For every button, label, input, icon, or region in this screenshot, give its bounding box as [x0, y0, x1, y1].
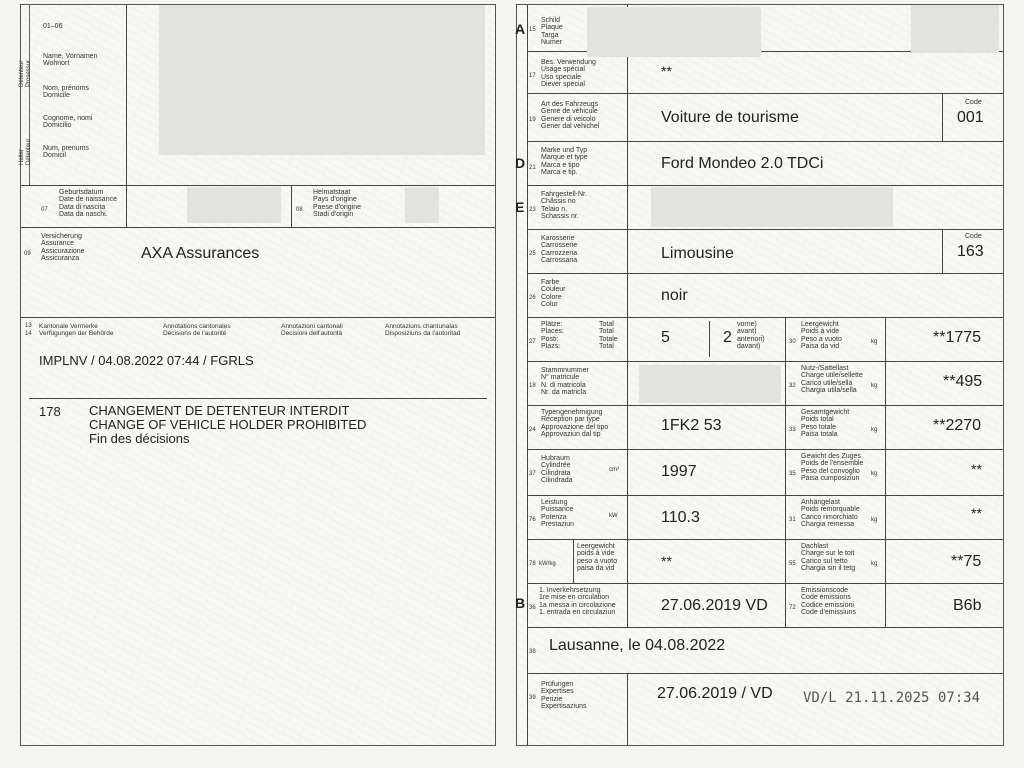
- r33-num: 33: [789, 427, 796, 433]
- r33-value: **2270: [933, 417, 982, 434]
- r33-unit: kg: [871, 427, 878, 433]
- vertical-detenteur-label: Détenteur Prosessur: [19, 59, 33, 87]
- r26-num: 26: [529, 295, 536, 301]
- r78-label: Leergewicht poids à vide peso a vuoto paisa da vid: [577, 543, 618, 573]
- r24-value: 1FK2 53: [661, 417, 722, 434]
- r30-unit: kg: [871, 339, 878, 345]
- r32-unit: kg: [871, 383, 878, 389]
- side-letter-d: D: [515, 155, 526, 171]
- r36-num: 36: [529, 605, 536, 611]
- r72-value: B6b: [953, 597, 982, 614]
- divider: [785, 317, 786, 627]
- divider: [942, 93, 943, 141]
- r78-num: 78: [529, 561, 536, 567]
- r32-num: 32: [789, 383, 796, 389]
- divider: [527, 5, 528, 745]
- r32-label: Nutz-/Sattellast Charge utile/sellette Carico utile/sella Chargia utila/sella: [801, 365, 863, 395]
- r36-label: 1. Inverkehrsetzung 1re mise en circulation 1a messa in circolazione 1. entrada en circulaziun: [539, 587, 616, 617]
- r24-num: 24: [529, 427, 536, 433]
- r21-num: 21: [529, 165, 536, 171]
- r37-label: Hubraum Cylindrée Cilindrata Cilindrada: [541, 455, 573, 485]
- insurance-label: Versicherung Assurance Assicurazione Assicuranza: [41, 233, 85, 263]
- r26-value: noir: [661, 287, 688, 304]
- impl-line: IMPLNV / 04.08.2022 07:44 / FGRLS: [39, 353, 254, 368]
- r25-code-label: Code: [965, 233, 982, 240]
- r19-label: Art des Fahrzeugs Genre de véhicule Genere di veicolo Gener dal vehichel: [541, 101, 600, 131]
- r21-label: Marke und Typ Marque et type Marca e tipo Marca e tip.: [541, 147, 588, 177]
- divider: [527, 93, 1003, 94]
- insurance-num: 09: [24, 251, 31, 257]
- r31-label: Anhängelast Poids remorquable Carico rimorchiato Chargia remessa: [801, 499, 860, 529]
- r30-value: **1775: [933, 329, 982, 346]
- decision-line-3: Fin des décisions: [89, 431, 190, 446]
- r15-num: 15: [529, 27, 536, 33]
- divider: [527, 273, 1003, 274]
- annotation-col-rm: Annotaziuns chantunalas Disposiziuns da l'autoritad: [385, 323, 461, 338]
- divider: [527, 673, 1003, 674]
- r30-label: Leergewicht Poids à vide Peso a vuoto Paisa da vid: [801, 321, 842, 351]
- r32-value: **495: [943, 373, 983, 390]
- divider: [21, 185, 495, 186]
- r35-num: 35: [789, 471, 796, 477]
- r38-value: Lausanne, le 04.08.2022: [549, 637, 726, 654]
- r18-num: 18: [529, 383, 536, 389]
- holder-num-label: Num, prenums Domicil: [43, 145, 89, 160]
- r37-num: 37: [529, 471, 536, 477]
- redacted-matricule: [639, 365, 781, 403]
- r72-num: 72: [789, 605, 796, 611]
- annotation-num-13: 13: [25, 323, 32, 329]
- divider: [527, 141, 1003, 142]
- r31-unit: kg: [871, 517, 878, 523]
- side-letter-b: B: [515, 595, 526, 611]
- r21-value: Ford Mondeo 2.0 TDCi: [661, 155, 824, 172]
- divider: [126, 5, 127, 227]
- r55-label: Dachlast Charge sur le toit Carico sul tetto Chargia sin il tetg: [801, 543, 856, 573]
- r19-value: Voiture de tourisme: [661, 109, 799, 126]
- r78-label-main: kW/kg: [539, 561, 556, 567]
- side-letter-e: E: [515, 199, 525, 215]
- r76-unit: kW: [609, 513, 618, 519]
- divider: [527, 317, 1003, 318]
- divider: [21, 227, 495, 228]
- r25-num: 25: [529, 251, 536, 257]
- r19-num: 19: [529, 117, 536, 123]
- divider: [527, 185, 1003, 186]
- divider: [885, 317, 886, 627]
- r19-code: 001: [957, 109, 984, 126]
- r25-label: Karosserie Carrosserie Carrozzeria Carrossaria: [541, 235, 578, 265]
- r24-label: Typengenehmigung Réception par type Approvazione del tipo Approvaziun dal tip: [541, 409, 609, 439]
- r27-num: 27: [529, 339, 536, 345]
- r18-label: Stammnummer N° matricule N. di matricola Nr. da matricla: [541, 367, 589, 397]
- r25-code: 163: [957, 243, 984, 260]
- r15-label: Schild Plaque Targa Numer: [541, 17, 563, 47]
- r38-num: 38: [529, 649, 536, 655]
- redacted-birthdate: [187, 187, 281, 223]
- divider: [291, 185, 292, 227]
- r72-label: Emissionscode Code émissions Codice emissioni Code d'emissiuns: [801, 587, 857, 617]
- r39-value: 27.06.2019 / VD: [657, 685, 773, 702]
- insurance-value: AXA Assurances: [141, 245, 260, 262]
- r27-front-value: 2: [723, 329, 732, 346]
- divider: [21, 317, 495, 318]
- origin-label: Heimatstaat Pays d'origine Paese d'origine Stadi d'origin: [313, 189, 362, 219]
- divider: [573, 539, 574, 583]
- r27-front-label: vorne) avant) anteriori) davant): [737, 321, 765, 351]
- holder-name-label: Name, Vornamen Wohnort: [43, 53, 98, 68]
- row-01-label: 01–06: [43, 23, 63, 30]
- holder-cognome-label: Cognome, nomi Domicilio: [43, 115, 93, 130]
- r19-code-label: Code: [965, 99, 982, 106]
- annotation-col-it: Annotazioni cantonali Decisioni dell'autorità: [281, 323, 343, 338]
- r76-label: Leistung Puissance Potenza Prestaziun: [541, 499, 575, 529]
- r76-num: 76: [529, 517, 536, 523]
- right-page: [516, 4, 1004, 746]
- decision-line-1: CHANGEMENT DE DETENTEUR INTERDIT: [89, 403, 350, 418]
- birthdate-label: Geburtsdatum Date de naissance Data di nascita Data da naschi.: [59, 189, 117, 219]
- left-page: [20, 4, 496, 746]
- r37-unit: cm³: [609, 467, 619, 473]
- redacted-plate: [587, 7, 761, 57]
- inspection-stamp: VD/L 21.11.2025 07:34: [803, 690, 981, 706]
- decision-code: 178: [39, 404, 61, 419]
- r36-value: 27.06.2019 VD: [661, 597, 768, 614]
- r37-value: 1997: [661, 463, 697, 480]
- annotation-col-de: Kantonale Vermerke Verfügungen der Behörde: [39, 323, 114, 338]
- r39-label: Prüfungen Expertises Perizie Expertisaziuns: [541, 681, 587, 711]
- r35-unit: kg: [871, 471, 878, 477]
- r27-value: 5: [661, 329, 670, 346]
- r25-value: Limousine: [661, 245, 734, 262]
- divider: [709, 321, 710, 357]
- divider: [527, 449, 1003, 450]
- decision-line-2: CHANGE OF VEHICLE HOLDER PROHIBITED: [89, 417, 367, 432]
- r27-label: Plätze: Places: Posti: Plazs:: [541, 321, 564, 351]
- r33-label: Gesamtgewicht Poids total Peso totale Paisa totala: [801, 409, 850, 439]
- r78-value: **: [661, 553, 672, 569]
- divider: [527, 627, 1003, 628]
- divider: [527, 495, 1003, 496]
- r23-label: Fahrgestell-Nr. Châssis no Telaio n. Schassis nr.: [541, 191, 587, 221]
- redacted-chassis: [651, 187, 893, 227]
- r31-num: 31: [789, 517, 796, 523]
- divider: [527, 361, 1003, 362]
- r55-value: **75: [951, 553, 982, 570]
- r17-num: 17: [529, 73, 536, 79]
- r55-num: 55: [789, 561, 796, 567]
- redacted-origin: [405, 187, 439, 223]
- divider: [942, 229, 943, 273]
- divider: [29, 398, 487, 399]
- r31-value: **: [971, 505, 982, 521]
- r76-value: 110.3: [661, 509, 700, 526]
- r23-num: 23: [529, 207, 536, 213]
- annotation-col-fr: Annotations cantonales Décisions de l'autorité: [163, 323, 231, 338]
- birthdate-num: 07: [41, 207, 48, 213]
- annotation-num-14: 14: [25, 331, 32, 337]
- r17-value: **: [661, 63, 672, 79]
- r55-unit: kg: [871, 561, 878, 567]
- divider: [627, 673, 628, 745]
- vertical-holder-label: Halter Détenteur: [19, 138, 33, 165]
- r30-num: 30: [789, 339, 796, 345]
- divider: [627, 5, 628, 627]
- r27-label-total: Total Total Totale Total: [599, 321, 618, 351]
- side-letter-a: A: [515, 21, 526, 37]
- divider: [527, 405, 1003, 406]
- origin-num: 08: [296, 207, 303, 213]
- holder-nom-label: Nom, prénoms Domicile: [43, 85, 89, 100]
- r39-num: 39: [529, 695, 536, 701]
- r17-label: Bes. Verwendung Usage spécial Uso speciale Diever special: [541, 59, 596, 89]
- r35-label: Gewicht des Zuges Poids de l'ensemble Peso del convoglio Paisa cumposiziun: [801, 453, 864, 483]
- redacted-holder: [159, 5, 485, 155]
- divider: [527, 539, 1003, 540]
- r35-value: **: [971, 461, 982, 477]
- divider: [527, 229, 1003, 230]
- redacted-plate-2: [911, 5, 999, 53]
- r26-label: Farbe Couleur Colore Colur: [541, 279, 566, 309]
- divider: [527, 583, 1003, 584]
